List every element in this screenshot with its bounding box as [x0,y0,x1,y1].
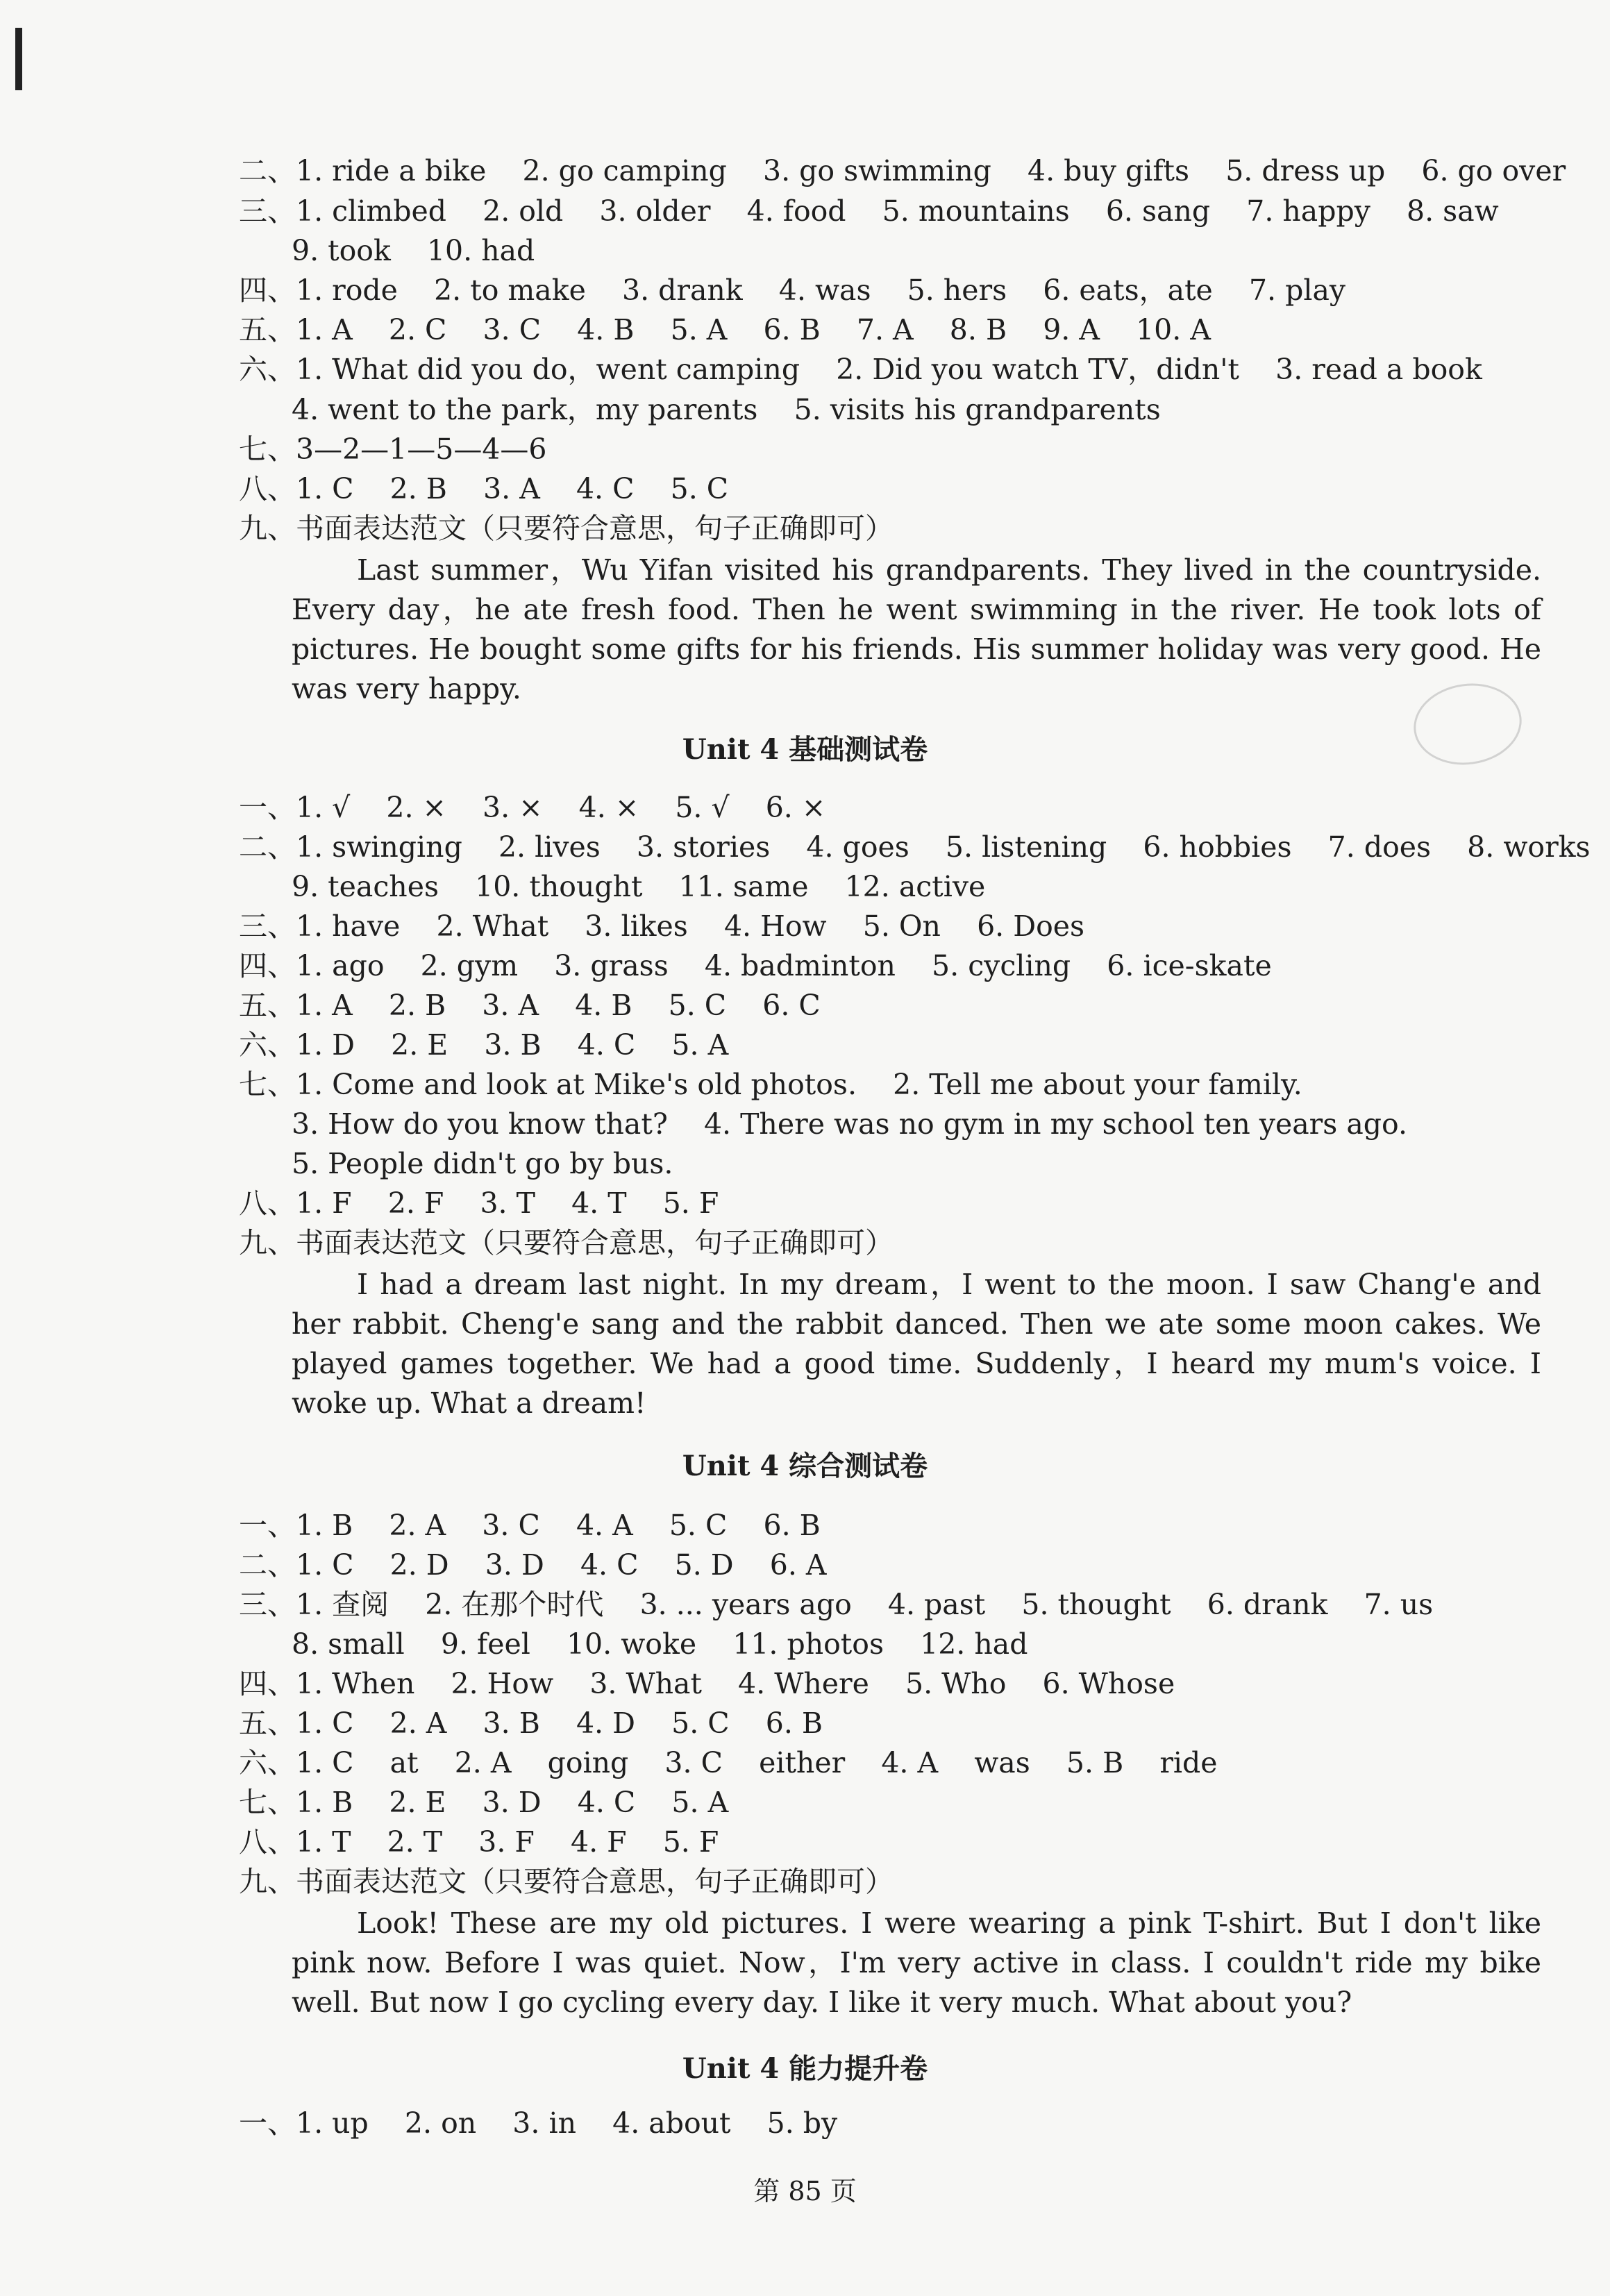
answer-line: 一、1. √ 2. × 3. × 4. × 5. √ 6. × [239,791,826,824]
section-heading: Unit 4 能力提升卷 [682,2052,928,2085]
page-number: 第 85 页 [753,2176,857,2206]
answer-line: 8. small 9. feel 10. woke 11. photos 12. had [292,1627,1028,1661]
answer-line: 八、1. T 2. T 3. F 4. F 5. F [239,1825,719,1859]
answer-line: 六、1. What did you do，went camping 2. Did you watch TV，didn't 3. read a book [239,353,1482,386]
answer-line: 三、1. have 2. What 3. likes 4. How 5. On 6. Does [239,910,1085,943]
answer-line: 六、1. D 2. E 3. B 4. C 5. A [239,1028,729,1062]
section-heading: Unit 4 基础测试卷 [682,733,928,766]
sample-essay: I had a dream last night. In my dream，I went to the moon. I saw Chang'e and her rabbit. Cheng'e sang and the rabbit danced. Then we ate some moon cakes. We played games together. We had a good time. Suddenly，I heard my mum's voice. I woke up. What a dream! [292,1268,1541,1420]
answer-line: 5. People didn't go by bus. [292,1147,673,1180]
answer-line: 七、1. B 2. E 3. D 4. C 5. A [239,1786,729,1819]
answer-line: 二、1. ride a bike 2. go camping 3. go swimming 4. buy gifts 5. dress up 6. go over [239,154,1566,187]
answer-line: 9. took 10. had [292,234,535,267]
answer-line: 4. went to the park，my parents 5. visits his grandparents [292,393,1161,426]
section-heading: Unit 4 综合测试卷 [682,1450,928,1482]
answer-line: 八、1. C 2. B 3. A 4. C 5. C [239,472,729,505]
answer-line: 五、1. A 2. C 3. C 4. B 5. A 6. B 7. A 8. B 9. A 10. A [239,313,1211,346]
answer-line: 七、3—2—1—5—4—6 [239,433,547,466]
answer-line: 9. teaches 10. thought 11. same 12. active [292,870,986,903]
answer-line: 三、1. climbed 2. old 3. older 4. food 5. mountains 6. sang 7. happy 8. saw [239,194,1499,228]
writing-instruction: 九、书面表达范文（只要符合意思，句子正确即可） [239,1865,894,1898]
writing-instruction: 九、书面表达范文（只要符合意思，句子正确即可） [239,1226,894,1259]
answer-line: 3. How do you know that? 4. There was no gym in my school ten years ago. [292,1107,1408,1141]
answer-line: 二、1. C 2. D 3. D 4. C 5. D 6. A [239,1548,827,1582]
page-edge-mark [15,28,22,90]
writing-instruction: 九、书面表达范文（只要符合意思，句子正确即可） [239,512,894,545]
sample-essay: Look! These are my old pictures. I were wearing a pink T-shirt. But I don't like pink now. Before I was quiet. Now，I'm very active in class. I couldn't ride my bike well. But now I go cycling every day. I like it very much. What about you? [292,1907,1541,2019]
answer-line: 二、1. swinging 2. lives 3. stories 4. goes 5. listening 6. hobbies 7. does 8. works [239,830,1591,864]
sample-essay: Last summer，Wu Yifan visited his grandparents. They lived in the countryside. Every day，he ate fresh food. Then he went swimming in the river. He took lots of pictures. He bought some gifts for his friends. His summer holiday was very good. He was very happy. [292,553,1541,705]
answer-line: 五、1. C 2. A 3. B 4. D 5. C 6. B [239,1707,823,1740]
answer-line: 四、1. rode 2. to make 3. drank 4. was 5. hers 6. eats，ate 7. play [239,274,1346,307]
answer-line: 七、1. Come and look at Mike's old photos. 2. Tell me about your family. [239,1068,1302,1101]
answer-line: 三、1. 查阅 2. 在那个时代 3. ... years ago 4. past 5. thought 6. drank 7. us [239,1588,1434,1621]
answer-line: 一、1. up 2. on 3. in 4. about 5. by [239,2106,838,2140]
answer-line: 六、1. C at 2. A going 3. C either 4. A was 5. B ride [239,1746,1218,1779]
answer-line: 四、1. ago 2. gym 3. grass 4. badminton 5. cycling 6. ice-skate [239,949,1272,982]
answer-line: 八、1. F 2. F 3. T 4. T 5. F [239,1187,719,1220]
answer-line: 四、1. When 2. How 3. What 4. Where 5. Who 6. Whose [239,1667,1175,1700]
answer-line: 一、1. B 2. A 3. C 4. A 5. C 6. B [239,1509,821,1542]
answer-line: 五、1. A 2. B 3. A 4. B 5. C 6. C [239,989,821,1022]
